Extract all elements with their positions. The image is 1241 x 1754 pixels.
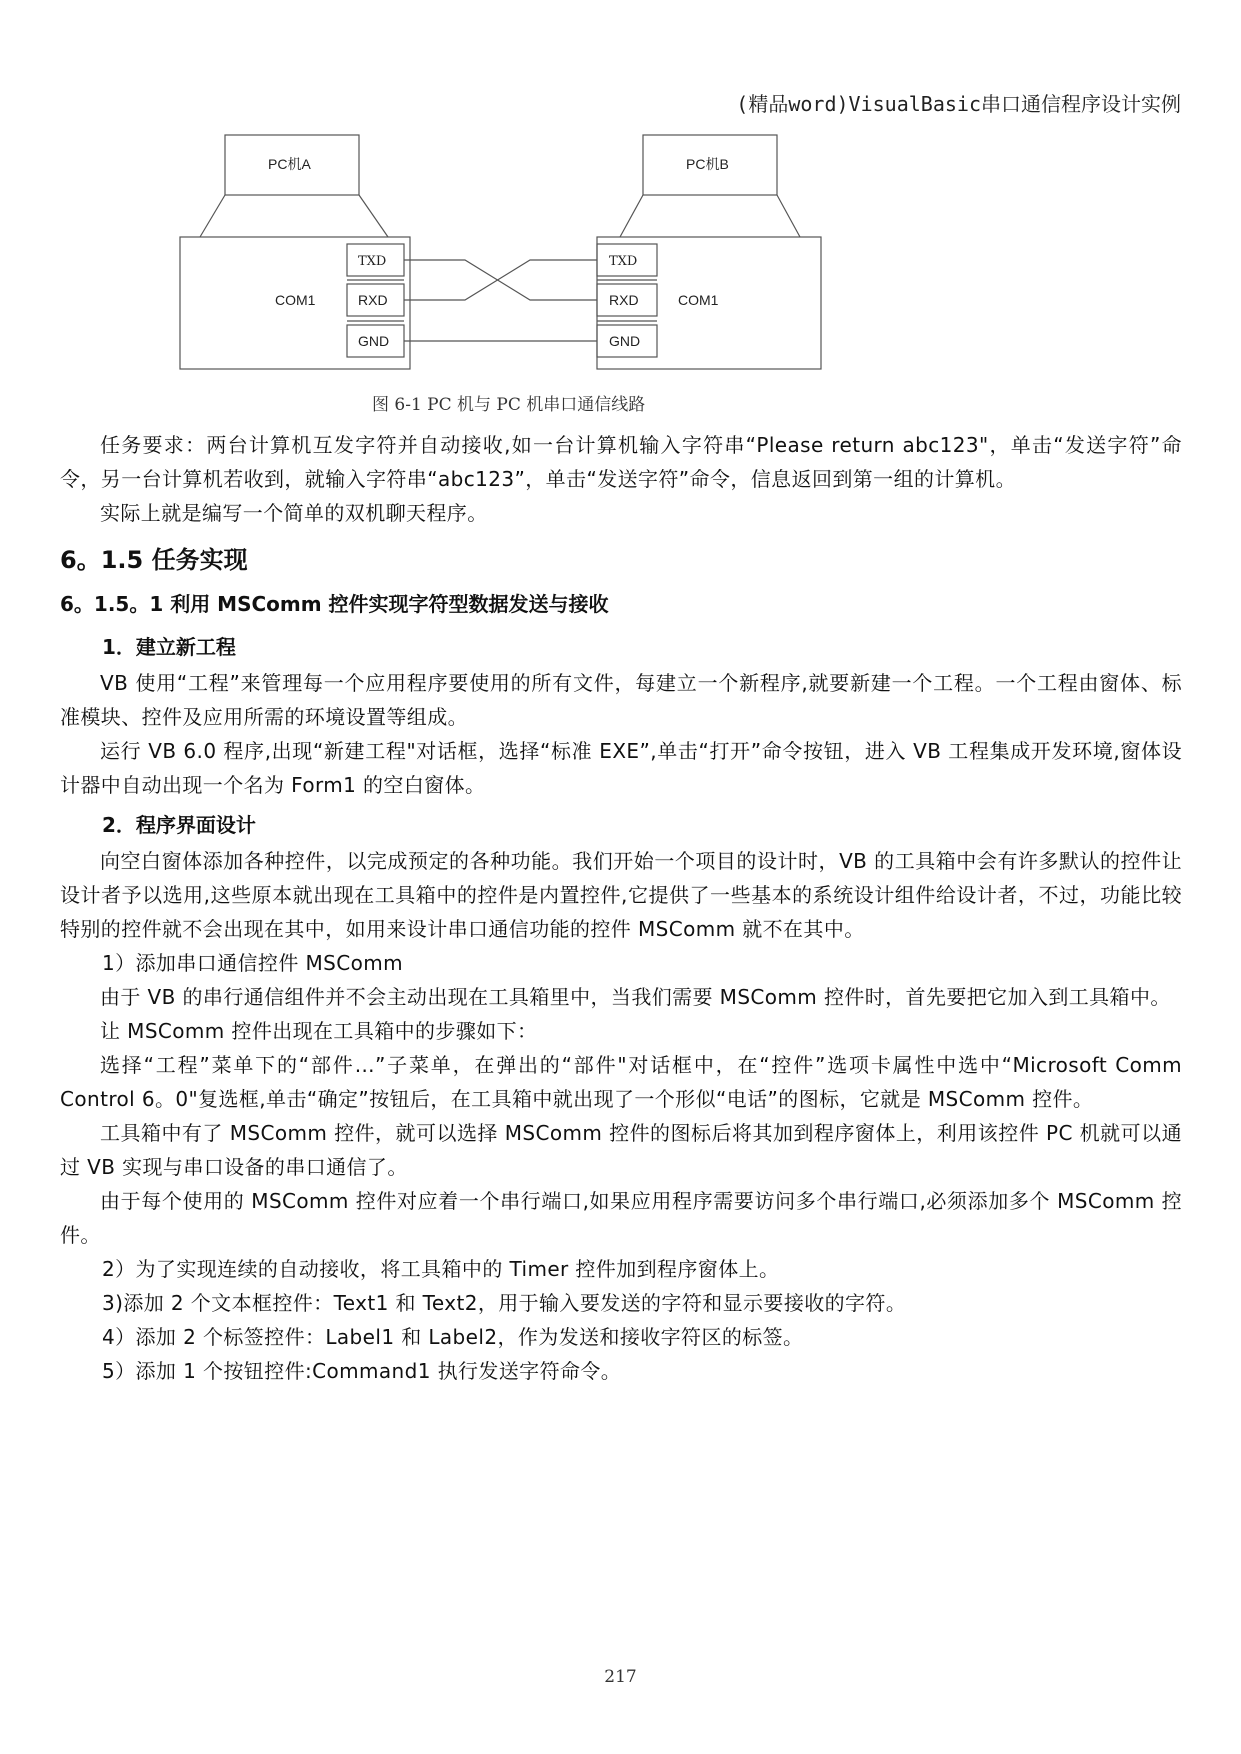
list-item-labels: 4）添加 2 个标签控件：Label1 和 Label2，作为发送和接收字符区的标签。 — [102, 1325, 804, 1349]
task-paragraph: 任务要求：两台计算机互发字符并自动接收,如一台计算机输入字符串“Please return abc123"，单击“发送字符”命令，另一台计算机若收到，就输入字符串“abc123”，单击“发送字符”命令，信息返回到第一组的计算机。 — [60, 433, 1182, 491]
pc-a-connector-left — [200, 195, 225, 237]
figure-caption: 图 6-1 PC 机与 PC 机串口通信线路 — [372, 395, 646, 415]
paragraph-select-component: 选择“工程”菜单下的“部件…”子菜单，在弹出的“部件"对话框中，在“控件”选项卡属性中选中“Microsoft Comm Control 6。0"复选框,单击“确定”按钮后，在工具箱中就出现了一个形似“电话”的图标，它就是 MSComm 控件。 — [60, 1053, 1182, 1111]
paragraph-controls: 向空白窗体添加各种控件，以完成预定的各种功能。我们开始一个项目的设计时，VB 的工具箱中会有许多默认的控件让设计者予以选用,这些原本就出现在工具箱中的控件是内置控件,它提供了一些基本的系统设计组件给设计者，不过，功能比较特别的控件就不会出现在其中，如用来设计串口通信功能的控件 MSComm 就不在其中。 — [60, 849, 1182, 941]
gnd-left-label: GND — [358, 333, 390, 349]
pc-b-label: PC机B — [686, 156, 729, 172]
gnd-right-label: GND — [609, 333, 641, 349]
wire-txd-to-rxd — [404, 260, 597, 300]
page-header: (精品word)VisualBasic串口通信程序设计实例 — [736, 92, 1181, 116]
pc-a-connector-right — [359, 195, 388, 237]
page-number: 217 — [604, 1667, 637, 1687]
task-summary: 实际上就是编写一个简单的双机聊天程序。 — [100, 501, 488, 525]
rxd-right-label: RXD — [609, 292, 639, 308]
pc-b-connector-right — [777, 195, 800, 237]
paragraph-mscomm-usage: 工具箱中有了 MSComm 控件，就可以选择 MSComm 控件的图标后将其加到程序窗体上，利用该控件 PC 机就可以通过 VB 实现与串口设备的串口通信了。 — [60, 1121, 1182, 1179]
list-item-timer: 2）为了实现连续的自动接收，将工具箱中的 Timer 控件加到程序窗体上。 — [102, 1257, 780, 1281]
serial-wiring-diagram — [0, 0, 1241, 420]
step-heading-ui-design: 2．程序界面设计 — [102, 813, 256, 837]
list-item-button: 5）添加 1 个按钮控件:Command1 执行发送字符命令。 — [102, 1359, 622, 1383]
txd-left-label: TXD — [358, 254, 387, 269]
paragraph-mscomm-steps: 让 MSComm 控件出现在工具箱中的步骤如下： — [100, 1019, 538, 1043]
subsection-heading-6-1-5-1: 6。1.5。1 利用 MSComm 控件实现字符型数据发送与接收 — [60, 592, 609, 616]
pc-b-connector-left — [620, 195, 643, 237]
main-content — [60, 428, 1182, 1388]
paragraph-mscomm-toolbox: 由于 VB 的串行通信组件并不会主动出现在工具箱里中，当我们需要 MSComm 控件时，首先要把它加入到工具箱中。 — [100, 985, 1171, 1009]
rxd-left-label: RXD — [358, 292, 388, 308]
paragraph-vb-project: VB 使用“工程”来管理每一个应用程序要使用的所有文件，每建立一个新程序,就要新建一个工程。一个工程由窗体、标准模块、控件及应用所需的环境设置等组成。 — [60, 671, 1182, 729]
step-heading-new-project: 1．建立新工程 — [102, 635, 236, 659]
list-item-textboxes: 3)添加 2 个文本框控件：Text1 和 Text2，用于输入要发送的字符和显示要接收的字符。 — [102, 1291, 907, 1315]
com-right-label: COM1 — [678, 292, 719, 308]
wire-rxd-to-txd — [404, 260, 597, 300]
pc-a-label: PC机A — [268, 156, 311, 172]
list-item-add-mscomm: 1）添加串口通信控件 MSComm — [102, 951, 403, 975]
paragraph-multiple-ports: 由于每个使用的 MSComm 控件对应着一个串行端口,如果应用程序需要访问多个串行端口,必须添加多个 MSComm 控件。 — [60, 1189, 1182, 1247]
com-left-label: COM1 — [275, 292, 316, 308]
paragraph-run-vb: 运行 VB 6.0 程序,出现“新建工程"对话框，选择“标准 EXE”,单击“打开”命令按钮，进入 VB 工程集成开发环境,窗体设计器中自动出现一个名为 Form1 的空白窗体。 — [60, 739, 1182, 797]
section-heading-6-1-5: 6。1.5 任务实现 — [60, 546, 248, 574]
txd-right-label: TXD — [609, 254, 638, 269]
